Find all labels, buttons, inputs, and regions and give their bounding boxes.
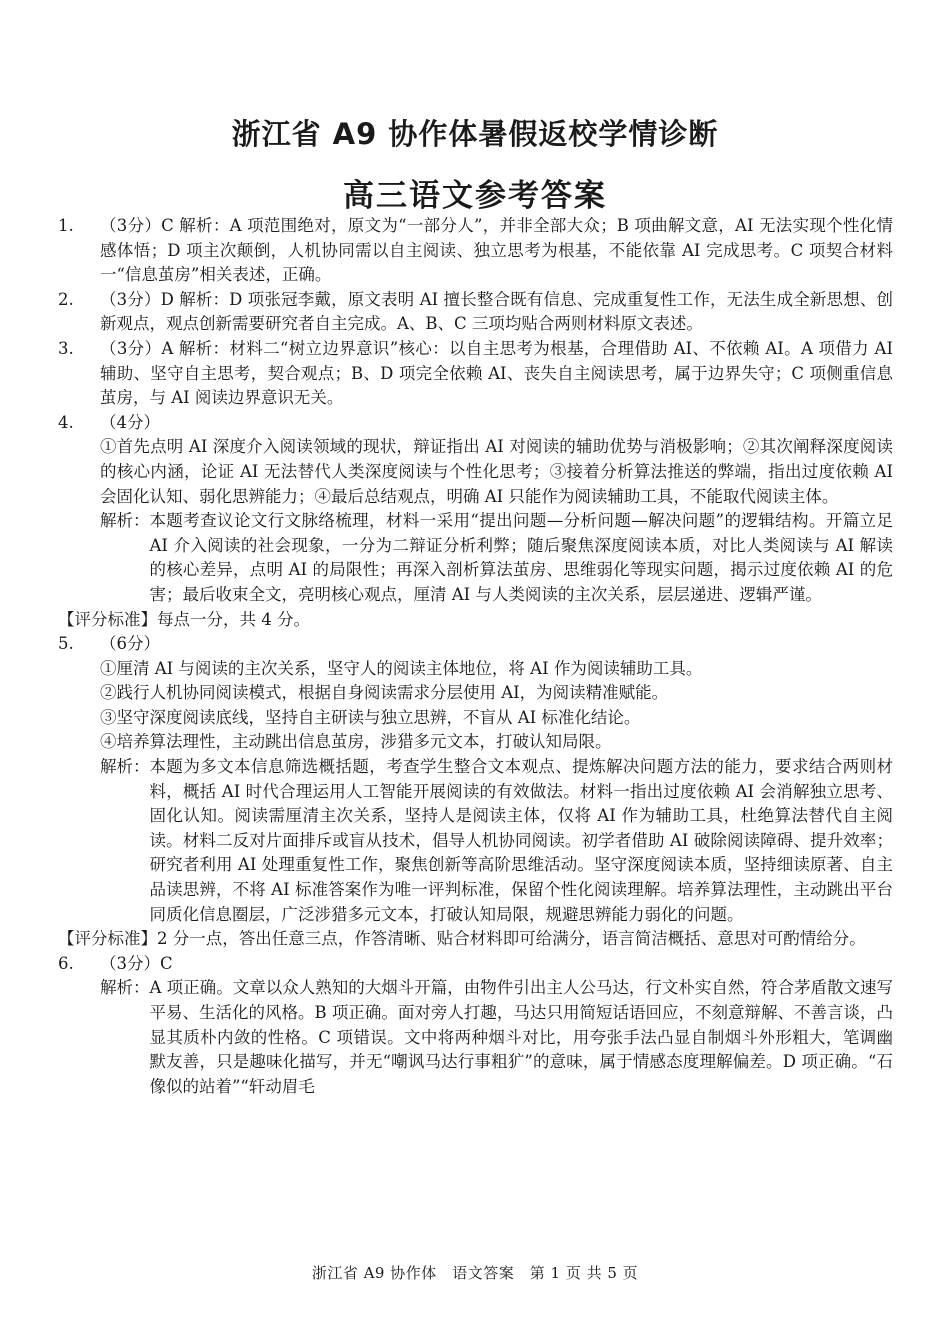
question-number: 5. <box>58 634 74 654</box>
question-answer: （3分）C <box>100 953 173 973</box>
analysis-text: 本题考查议论文行文脉络梳理，材料一采用“提出问题—分析问题—解决问题”的逻辑结构。开篇立足 AI 介入阅读的社会现象，一分为二辩证分析利弊；随后聚焦深度阅读本质，对比人类阅读与 AI 解读的核心差异，点明 AI 的局限性；再深入剖析算法茧房、思维弱化等现实问题，揭示过度依赖 AI 的危害；最后收束全文，亮明核心观点，厘清 AI 与人类阅读的主次关系，层层递进、逻辑严谨。 <box>149 511 893 604</box>
analysis-text: A 项正确。文章以众人熟知的大烟斗开篇，由物件引出主人公马达，行文朴实自然，符合茅盾散文速写平易、生活化的风格。B 项正确。面对旁人打趣，马达只用简短话语回应，不刻意辩解、不善言谈，凸显其质朴内敛的性格。C 项错误。文中将两种烟斗对比，用夸张手法凸显自制烟斗外形粗大，笔调幽默友善，只是趣味化描写，并无“嘲讽马达行事粗犷”的意味，属于情感态度理解偏差。D 项正确。“石像似的站着”“轩动眉毛 <box>149 978 893 1096</box>
answer-point: ①厘清 AI 与阅读的主次关系，坚守人的阅读主体地位，将 AI 作为阅读辅助工具。 <box>100 658 703 678</box>
question-6 <box>58 952 893 1100</box>
question-number: 6. <box>58 953 74 973</box>
analysis-block <box>58 755 893 927</box>
question-score: （6分） <box>100 634 160 654</box>
question-answer: （3分）A 解析：材料二“树立边界意识”核心：以自主思考为根基，合理借助 AI、不依赖 AI。A 项借力 AI 辅助、坚守自主思考，契合观点；B、D 项完全依赖 AI、丧失自主阅读思考，属于边界失守；C 项侧重信息茧房，与 AI 阅读边界意识无关。 <box>100 338 893 408</box>
criteria-block <box>58 608 893 633</box>
analysis-text: 本题为多文本信息筛选概括题，考查学生整合文本观点、提炼解决问题方法的能力，要求结合两则材料，概括 AI 时代合理运用人工智能开展阅读的有效做法。材料一指出过度依赖 AI 会消解独立思考、固化认知。阅读需厘清主次关系，坚持人是阅读主体，仅将 AI 作为辅助工具，杜绝算法替代自主阅读。材料二反对片面排斥或盲从技术，倡导人机协同阅读。初学者借助 AI 破除阅读障碍、提升效率；研究者利用 AI 处理重复性工作，聚焦创新等高阶思维活动。坚守深度阅读本质，坚持细读原著、自主品读思辨，不将 AI 标准答案作为唯一评判标准，保留个性化阅读理解。培养算法理性，主动跳出平台同质化信息圈层，广泛涉猎多元文本，打破认知局限，规避思辨能力弱化的问题。 <box>149 757 893 924</box>
document-title: 浙江省 A9 协作体暑假返校学情诊断 <box>231 117 719 151</box>
question-4 <box>58 411 893 632</box>
question-number: 4. <box>58 412 74 432</box>
question-number: 1. <box>58 216 74 235</box>
answer-point: ②践行人机协同阅读模式，根据自身阅读需求分层使用 AI，为阅读精准赋能。 <box>100 683 669 703</box>
document-subtitle: 高三语文参考答案 <box>343 178 607 214</box>
criteria-text: 2 分一点，答出任意三点，作答清晰、贴合材料即可给满分，语言简洁概括、意思对可酌情给分。 <box>157 929 866 949</box>
question-2 <box>58 288 893 337</box>
criteria-label: 【评分标准】 <box>58 929 157 949</box>
analysis-block <box>58 976 893 1099</box>
question-number: 3. <box>58 338 74 358</box>
answer-points: ①首先点明 AI 深度介入阅读领域的现状，辩证指出 AI 对阅读的辅助优势与消极影响；②其次阐释深度阅读的核心内涵，论证 AI 无法替代人类深度阅读与个性化思考；③接着分析算法推送的弊端，指出过度依赖 AI 会固化认知、弱化思辨能力；④最后总结观点，明确 AI 只能作为阅读辅助工具，不能取代阅读主体。 <box>100 437 893 506</box>
analysis-label: 解析： <box>100 511 150 531</box>
answer-point: ③坚守深度阅读底线，坚持自主研读与独立思辨，不盲从 AI 标准化结论。 <box>100 707 641 727</box>
question-answer: （3分）D 解析：D 项张冠李戴，原文表明 AI 擅长整合既有信息、完成重复性工作，无法生成全新思想、创新观点，观点创新需要研究者自主完成。A、B、C 三项均贴合两则材料原文表述。 <box>100 289 893 334</box>
criteria-block <box>58 927 893 952</box>
answer-point: ④培养算法理性，主动跳出信息茧房，涉猎多元文本，打破认知局限。 <box>100 732 612 752</box>
answer-content <box>58 214 893 1099</box>
criteria-label: 【评分标准】 <box>58 609 157 629</box>
question-5 <box>58 632 893 952</box>
question-number: 2. <box>58 289 74 309</box>
criteria-text: 每点一分，共 4 分。 <box>157 609 310 629</box>
page-footer: 浙江省 A9 协作体 语文答案 第 1 页 共 5 页 <box>311 1264 639 1282</box>
question-answer: （3分）C 解析：A 项范围绝对，原文为“一部分人”，并非全部大众；B 项曲解文意，AI 无法实现个性化情感体悟；D 项主次颠倒，人机协同需以自主阅读、独立思考为根基，不能依靠 AI 完成思考。C 项契合材料一“信息茧房”相关表述，正确。 <box>100 216 893 285</box>
analysis-label: 解析： <box>100 757 150 777</box>
question-1 <box>58 214 893 288</box>
analysis-block <box>58 509 893 607</box>
question-3 <box>58 337 893 411</box>
analysis-label: 解析： <box>100 978 150 998</box>
question-score: （4分） <box>100 412 160 432</box>
